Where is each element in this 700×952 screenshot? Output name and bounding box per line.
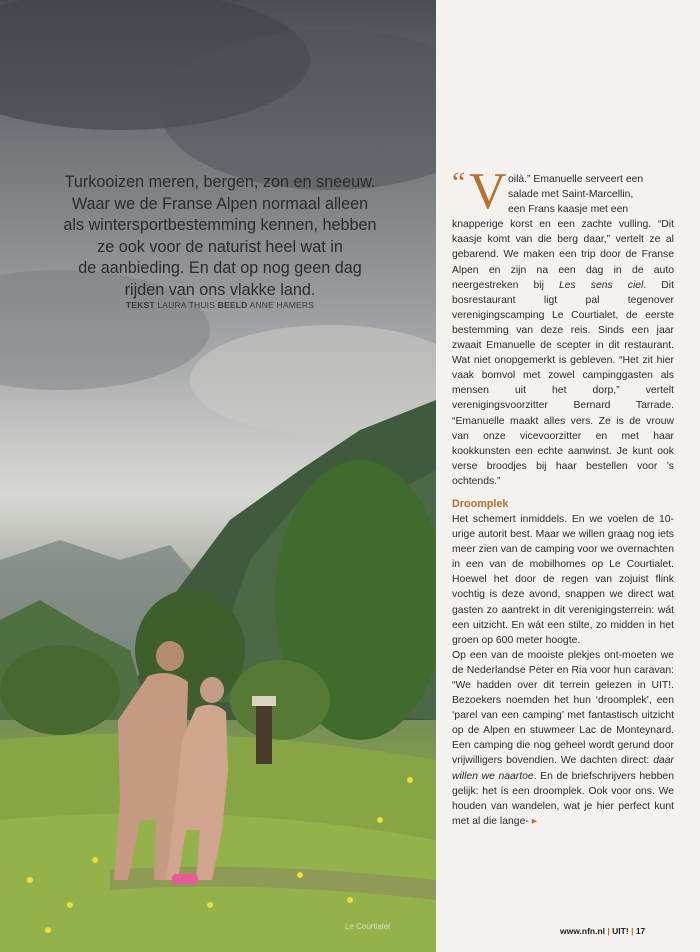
footer-magazine: UIT! — [612, 926, 629, 936]
paragraph-3-text-b: . En de briefschrijvers hebben gelijk: het ís een droomplek. Ook voor ons. We houden van wandelen, wat je hier perfect kunt met al die lange- — [452, 770, 674, 827]
paragraph-1-text-a: knapperige korst en een zachte vulling. “Dit kaasje komt van die berg daar,” vertelt ze al gebarend. We maken een trip door de Franse Alpen en zijn na een dag in de auto neergestreken bij — [452, 219, 674, 291]
intro-line: rijden van ons vlakke land. — [124, 280, 316, 299]
continue-arrow-icon: ▸ — [531, 815, 537, 827]
intro-line: ze ook voor de naturist heel wat in — [97, 237, 343, 256]
page-number: 17 — [635, 926, 646, 936]
footer-site: www.nfn.nl — [560, 926, 606, 936]
credit-text-label: TEKST — [125, 300, 155, 310]
section-subhead: Droomplek — [452, 497, 509, 510]
paragraph-3 — [452, 648, 674, 829]
byline — [40, 300, 400, 310]
credit-image-label: BEELD — [217, 300, 248, 310]
opening-line: oilà.” Emanuelle serveert een — [508, 174, 644, 185]
intro-line: de aanbieding. En dat op nog geen dag — [78, 259, 362, 278]
paragraph-3-text-a: Op een van de mooiste plekjes ont-moeten we de Nederlandse Peter en Ria voor hun caravan: “We hadden over dit terrein gelezen in UIT!. Bezoekers noemden het hun ‘droomplek’, een ‘parel van een camping’ met fantastisch uitzicht op de Alpen en stuwmeer Lac de Monteynard. Een camping die nog geheel wordt gerund door vrijwilligers bovendien. We dachten direct: — [452, 649, 674, 767]
footer-separator: | — [607, 926, 610, 936]
article-opening — [452, 163, 674, 220]
intro-line: als wintersportbestemming kennen, hebben — [63, 216, 377, 235]
paragraph-1 — [452, 217, 674, 489]
opening-line: salade met Saint-Marcellin, — [508, 189, 634, 201]
page-footer — [560, 926, 645, 936]
paragraph-2: Het schemert inmiddels. En we voelen de 10-urige autorit best. Maar we willen graag nog iets meer zien van de camping voor we overnachten in een van de mobilhomes op Le Courtialet. Hoewel het door de regen van zojuist flink vochtig is deze avond, snappen we direct wat gasten zo aantrekt in dit verenigingsterrein: wát een uitzicht. En wát een stilte, zo midden in het groen op 600 meter hoogte. — [452, 513, 674, 646]
footer-separator: | — [631, 926, 634, 936]
credit-image-name: ANNE HAMERS — [249, 300, 315, 310]
intro-text — [40, 172, 400, 302]
intro-line: Waar we de Franse Alpen normaal alleen — [71, 194, 369, 213]
opening-line: een Frans kaasje met een — [508, 204, 629, 216]
paragraph-1-text-b: . Dit bosrestaurant ligt pal tegenover verenigingscamping Le Courtialet, de eerste bestemming van deze reis. Sinds een jaar zwaait Emanuelle de scepter in dit restaurant. Wat niet onopgemerkt is gebleven. “Het zit hier vaak bomvol met zowel campinggasten als mensen uit het dorp,” vertelt verenigingsvoorzitter Bernard Tarrade. “Emanuelle maakt alles vers. Ze is de vrouw van onze vicevoorzitter en met haar kookkunsten een echte aanwinst. Je kunt ook verse broodjes bij haar bestellen voor ’s ochtends.” — [452, 279, 674, 487]
credit-text-name: LAURA THUIS — [157, 300, 216, 310]
paragraph-3-italic: daar willen we naartoe — [452, 755, 674, 782]
dropcap-letter: V — [469, 163, 507, 220]
opening-quote-mark: “ — [452, 166, 466, 199]
photo-location-caption: Le Courtialet — [345, 922, 391, 931]
restaurant-name: Les sens ciel — [558, 279, 644, 291]
article-column — [452, 163, 674, 829]
intro-line: Turkooizen meren, bergen, zon en sneeuw. — [64, 173, 376, 191]
